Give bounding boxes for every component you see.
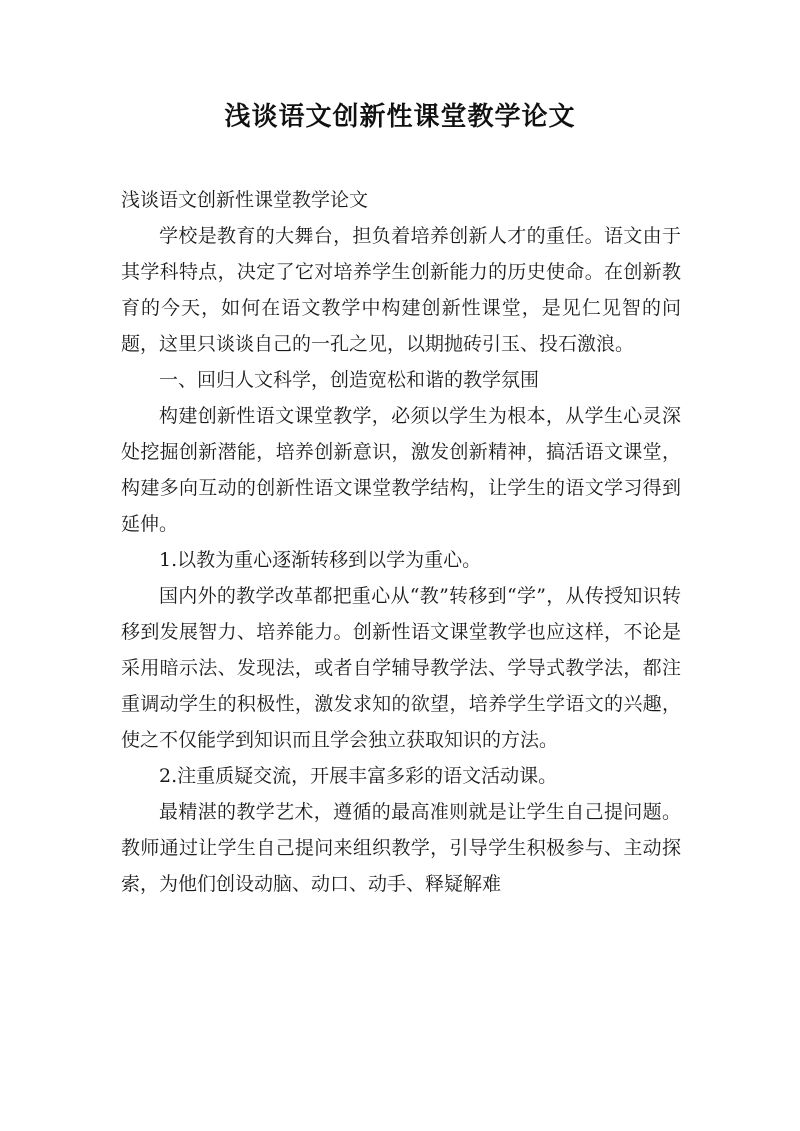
paragraph: 最精湛的教学艺术，遵循的最高准则就是让学生自己提问题。教师通过让学生自己提问来组织教学，引导学生积极参与、主动探索，为他们创设动脑、动口、动手、释疑解难 bbox=[121, 801, 681, 895]
paragraph: 国内外的教学改革都把重心从“教”转移到“学”，从传授知识转移到发展智力、培养能力。创新性语文课堂教学也应这样，不论是采用暗示法、发现法，或者自学辅导教学法、学导式教学法，都注重调动学生的积极性，激发求知的欲望，培养学生学语文的兴趣，使之不仅能学到知识而且学会独立获取知识的方法。 bbox=[121, 585, 681, 751]
paragraph: 学校是教育的大舞台，担负着培养创新人才的重任。语文由于其学科特点，决定了它对培养学生创新能力的历史使命。在创新教育的今天，如何在语文教学中构建创新性课堂，是见仁见智的问题，这里只谈谈自己的一孔之见，以期抛砖引玉、投石激浪。 bbox=[121, 225, 681, 355]
paragraph: 构建创新性语文课堂教学，必须以学生为根本，从学生心灵深处挖掘创新潜能，培养创新意识，激发创新精神，搞活语文课堂，构建多向互动的创新性语文课堂教学结构，让学生的语文学习得到延伸。 bbox=[121, 405, 681, 535]
paragraph-subtitle: 浅谈语文创新性课堂教学论文 bbox=[121, 189, 369, 211]
document-title: 浅谈语文创新性课堂教学论文 bbox=[224, 102, 576, 132]
section-heading: 一、回归人文科学，创造宽松和谐的教学氛围 bbox=[159, 369, 540, 391]
subsection-heading: 1.以教为重心逐渐转移到以学为重心。 bbox=[159, 549, 482, 571]
document-body bbox=[121, 182, 681, 902]
subsection-heading: 2.注重质疑交流，开展丰富多彩的语文活动课。 bbox=[159, 765, 558, 787]
